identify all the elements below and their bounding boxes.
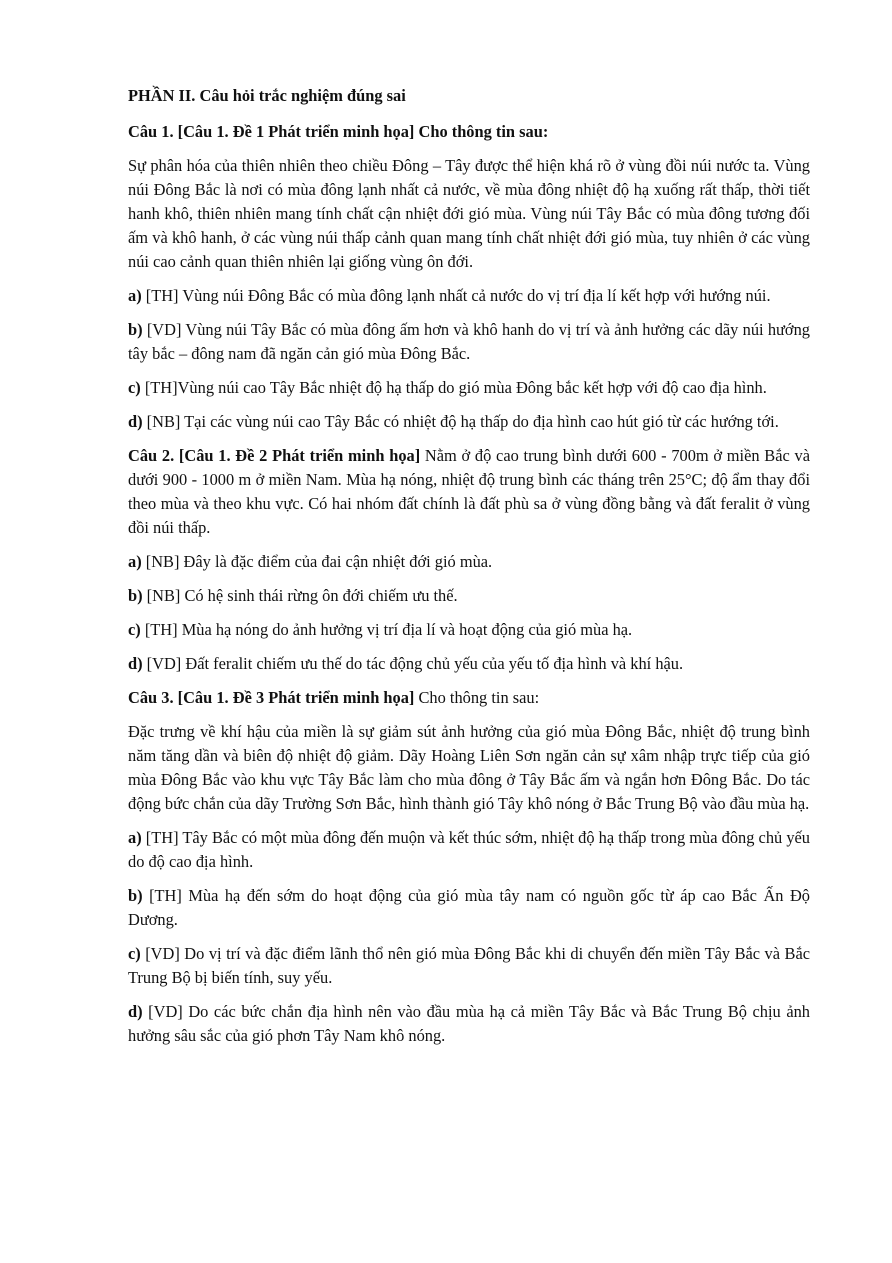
question-3-option-d [128, 1000, 810, 1048]
question-2-header [128, 444, 810, 540]
question-3-option-c [128, 942, 810, 990]
option-letter: d) [128, 412, 143, 431]
question-3-option-a [128, 826, 810, 874]
option-text: [NB] Đây là đặc điểm của đai cận nhiệt đới gió mùa. [141, 552, 493, 571]
question-1-header [128, 120, 810, 144]
question-3-passage: Đặc trưng về khí hậu của miền là sự giảm sút ảnh hưởng của gió mùa Đông Bắc, nhiệt độ trung bình năm tăng dần và biên độ nhiệt độ giảm. Dãy Hoàng Liên Sơn ngăn cản sự xâm nhập trực tiếp của gió mùa Đông Bắc vào khu vực Tây Bắc làm cho mùa đông ở Tây Bắc ấm và ngắn hơn Đông Bắc. Do tác động bức chắn của dãy Trường Sơn Bắc, hình thành gió Tây khô nóng ở Bắc Trung Bộ vào đầu mùa hạ. [128, 722, 810, 813]
option-text: [TH] Vùng núi Đông Bắc có mùa đông lạnh nhất cả nước do vị trí địa lí kết hợp với hướng núi. [141, 286, 771, 305]
question-2-label: Câu 2. [Câu 1. Đề 2 Phát triển minh họa] [128, 446, 421, 465]
option-letter: a) [128, 552, 142, 571]
question-2-lead: Nằm ở độ cao trung bình dưới 600 - 700m ở miền Bắc và dưới 900 - 1000 m ở miền Nam. Mùa hạ nóng, nhiệt độ trung bình các tháng trên 25°C; độ ẩm thay đổi theo mùa và theo khu vực. Có hai nhóm đất chính là đất phù sa ở vùng đồng bằng và đất feralit ở vùng đồi núi thấp. [128, 446, 811, 537]
option-text: [TH] Mùa hạ nóng do ảnh hưởng vị trí địa lí và hoạt động của gió mùa hạ. [140, 620, 633, 639]
option-text: [NB] Tại các vùng núi cao Tây Bắc có nhiệt độ hạ thấp do địa hình cao hút gió từ các hướng tới. [142, 412, 779, 431]
question-2-option-c [128, 618, 810, 642]
option-text: [TH]Vùng núi cao Tây Bắc nhiệt độ hạ thấp do gió mùa Đông bắc kết hợp với độ cao địa hình. [140, 378, 767, 397]
option-text: [NB] Có hệ sinh thái rừng ôn đới chiếm ưu thế. [142, 586, 458, 605]
option-text: [VD] Do vị trí và đặc điểm lãnh thổ nên gió mùa Đông Bắc khi di chuyển đến miền Tây Bắc và Bắc Trung Bộ bị biến tính, suy yếu. [128, 944, 810, 987]
option-letter: c) [128, 378, 141, 397]
option-letter: a) [128, 828, 142, 847]
option-letter: c) [128, 944, 141, 963]
question-3-option-b [128, 884, 810, 932]
option-text: [VD] Đất feralit chiếm ưu thế do tác động chủ yếu của yếu tố địa hình và khí hậu. [142, 654, 684, 673]
option-text: [TH] Mùa hạ đến sớm do hoạt động của gió mùa tây nam có nguồn gốc từ áp cao Bắc Ấn Độ Dương. [128, 886, 810, 929]
question-2-option-b [128, 584, 810, 608]
question-2-option-d [128, 652, 810, 676]
question-1-option-d [128, 410, 810, 434]
option-letter: b) [128, 886, 143, 905]
option-text: [VD] Vùng núi Tây Bắc có mùa đông ấm hơn và khô hanh do vị trí và ảnh hưởng các dãy núi hướng tây bắc – đông nam đã ngăn cản gió mùa Đông Bắc. [128, 320, 810, 363]
option-text: [TH] Tây Bắc có một mùa đông đến muộn và kết thúc sớm, nhiệt độ hạ thấp trong mùa đông chủ yếu do độ cao địa hình. [128, 828, 810, 871]
question-1-option-a [128, 284, 810, 308]
question-1-passage: Sự phân hóa của thiên nhiên theo chiều Đông – Tây được thể hiện khá rõ ở vùng đồi núi nước ta. Vùng núi Đông Bắc là nơi có mùa đông lạnh nhất cả nước, về mùa đông nhiệt độ hạ xuống rất thấp, thời tiết hanh khô, thiên nhiên mang tính chất cận nhiệt đới gió mùa. Vùng núi Tây Bắc có mùa đông tương đối ấm và khô hanh, ở các vùng núi thấp cảnh quan mang tính chất nhiệt đới gió mùa, tuy nhiên ở các vùng núi cao cảnh quan thiên nhiên lại giống vùng ôn đới. [128, 156, 810, 271]
document-page [128, 84, 810, 1058]
option-letter: d) [128, 1002, 143, 1021]
option-letter: c) [128, 620, 141, 639]
question-2-option-a [128, 550, 810, 574]
section-title: PHẦN II. Câu hỏi trắc nghiệm đúng sai [128, 86, 406, 105]
question-1-option-c [128, 376, 810, 400]
question-3-lead: Cho thông tin sau: [414, 688, 540, 707]
question-1-label: Câu 1. [Câu 1. Đề 1 Phát triển minh họa] Cho thông tin sau: [128, 122, 549, 141]
question-3-header [128, 686, 810, 710]
question-1-option-b [128, 318, 810, 366]
option-letter: b) [128, 586, 143, 605]
question-3-label: Câu 3. [Câu 1. Đề 3 Phát triển minh họa] [128, 688, 415, 707]
option-letter: a) [128, 286, 142, 305]
option-letter: b) [128, 320, 143, 339]
option-text: [VD] Do các bức chắn địa hình nên vào đầu mùa hạ cả miền Tây Bắc và Bắc Trung Bộ chịu ảnh hưởng sâu sắc của gió phơn Tây Nam khô nóng. [128, 1002, 810, 1045]
option-letter: d) [128, 654, 143, 673]
